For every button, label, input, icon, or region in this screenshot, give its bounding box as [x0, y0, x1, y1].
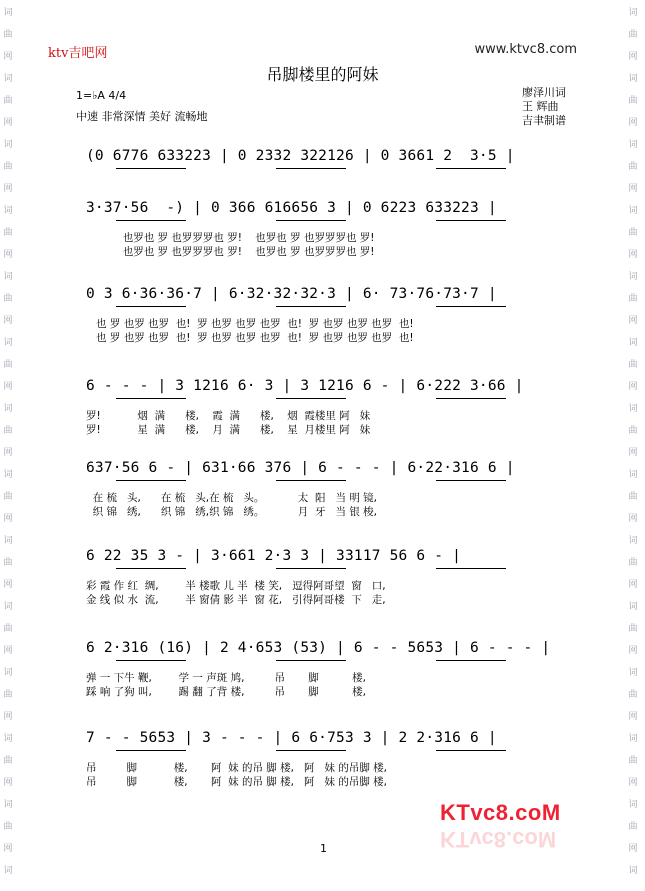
watermark-char: 词: [628, 866, 638, 876]
tempo-marking: 中速 非常深情 美好 流畅地: [76, 110, 208, 123]
watermark-char: 曲: [3, 162, 13, 172]
watermark-char: 词: [628, 668, 638, 678]
beam-line: [116, 306, 186, 307]
watermark-char: 网: [3, 514, 13, 524]
left-watermark-strip: [0, 0, 20, 891]
watermark-char: 曲: [3, 30, 13, 40]
watermark-char: 词: [3, 734, 13, 744]
beam-line: [116, 398, 186, 399]
beam-line: [436, 660, 506, 661]
watermark-char: 网: [3, 448, 13, 458]
watermark-char: 词: [3, 470, 13, 480]
watermark-char: 词: [628, 404, 638, 414]
watermark-char: 词: [3, 272, 13, 282]
watermark-char: 网: [3, 580, 13, 590]
notation-line: 637·56 6 - | 631·66 376 | 6 - - - | 6·22·316 6 |: [86, 460, 515, 476]
beam-line: [276, 480, 346, 481]
watermark-char: 曲: [628, 822, 638, 832]
watermark-char: 网: [628, 778, 638, 788]
watermark-char: 词: [628, 8, 638, 18]
watermark-char: 网: [628, 844, 638, 854]
watermark-char: 网: [3, 382, 13, 392]
watermark-char: 曲: [628, 96, 638, 106]
watermark-char: 网: [628, 646, 638, 656]
beam-line: [276, 750, 346, 751]
beam-line: [276, 568, 346, 569]
watermark-char: 曲: [3, 756, 13, 766]
notation-line: 6 - - - | 3 1216 6· 3 | 3 1216 6 - | 6·222 3·66 |: [86, 378, 524, 394]
watermark-char: 词: [628, 206, 638, 216]
beam-line: [116, 660, 186, 661]
watermark-char: 词: [628, 602, 638, 612]
watermark-char: 网: [628, 712, 638, 722]
beam-line: [436, 480, 506, 481]
watermark-char: 词: [3, 536, 13, 546]
watermark-char: 词: [628, 470, 638, 480]
beam-line: [276, 660, 346, 661]
lyric-verse-1: 也 罗 也罗 也罗 也! 罗 也罗 也罗 也罗 也! 罗 也罗 也罗 也罗 也!: [86, 318, 414, 330]
watermark-char: 曲: [628, 558, 638, 568]
watermark-char: 曲: [628, 228, 638, 238]
lyric-verse-1: 弹 一 下牛 鞭, 学 一 声斑 鸠, 吊 脚 楼,: [86, 672, 367, 684]
beam-line: [436, 568, 506, 569]
watermark-char: 网: [628, 250, 638, 260]
watermark-char: 词: [628, 74, 638, 84]
beam-line: [116, 568, 186, 569]
watermark-char: 曲: [628, 162, 638, 172]
watermark-char: 曲: [3, 690, 13, 700]
watermark-char: 词: [3, 866, 13, 876]
watermark-char: 网: [628, 184, 638, 194]
watermark-char: 网: [3, 778, 13, 788]
watermark-char: 词: [3, 206, 13, 216]
watermark-char: 网: [3, 250, 13, 260]
composer-credit: 王 辉曲: [522, 100, 559, 113]
key-signature: 1=♭A 4/4: [76, 89, 127, 102]
watermark-char: 词: [628, 800, 638, 810]
ktvc8-logo[interactable]: KTvc8.coM: [440, 800, 561, 825]
beam-line: [276, 306, 346, 307]
lyric-verse-1: 彩 霞 作 红 绸, 半 楼歌 儿 半 楼 笑, 逗得阿哥望 窗 口,: [86, 580, 386, 592]
watermark-char: 词: [628, 536, 638, 546]
watermark-char: 曲: [628, 360, 638, 370]
watermark-char: 网: [3, 316, 13, 326]
right-watermark-strip: [625, 0, 645, 891]
lyric-verse-2: 罗! 星 满 楼, 月 满 楼, 星 月楼里 阿 妹: [86, 424, 371, 436]
watermark-char: 词: [3, 140, 13, 150]
lyric-verse-2: 也 罗 也罗 也罗 也! 罗 也罗 也罗 也罗 也! 罗 也罗 也罗 也罗 也!: [86, 332, 414, 344]
watermark-char: 网: [3, 184, 13, 194]
notation-line: 6 22 35 3 - | 3·661 2·3 3 | 33117 56 6 - |: [86, 548, 462, 564]
beam-line: [276, 398, 346, 399]
watermark-char: 网: [628, 52, 638, 62]
watermark-char: 曲: [628, 492, 638, 502]
beam-line: [116, 220, 186, 221]
beam-line: [436, 750, 506, 751]
lyric-verse-1: 也罗也 罗 也罗罗罗也 罗! 也罗也 罗 也罗罗罗也 罗!: [86, 232, 375, 244]
watermark-char: 网: [3, 118, 13, 128]
lyric-verse-2: 踩 响 了狗 叫, 踢 翻 了背 楼, 吊 脚 楼,: [86, 686, 367, 698]
lyric-verse-2: 金 线 似 水 流, 半 窗倩 影 半 窗 花, 引得阿哥楼 下 走,: [86, 594, 386, 606]
engraver-credit: 吉聿制谱: [522, 114, 566, 127]
lyric-verse-1: 在 梳 头, 在 梳 头,在 梳 头。 太 阳 当 明 镜,: [86, 492, 378, 504]
notation-line: 0 3 6·36·36·7 | 6·32·32·32·3 | 6· 73·76·73·7 |: [86, 286, 497, 302]
watermark-char: 网: [628, 514, 638, 524]
watermark-char: 词: [3, 602, 13, 612]
watermark-char: 词: [628, 734, 638, 744]
watermark-char: 曲: [3, 294, 13, 304]
watermark-char: 网: [3, 646, 13, 656]
watermark-char: 网: [3, 52, 13, 62]
watermark-char: 曲: [628, 624, 638, 634]
watermark-char: 曲: [3, 492, 13, 502]
watermark-char: 词: [628, 272, 638, 282]
watermark-char: 词: [628, 338, 638, 348]
beam-line: [116, 480, 186, 481]
watermark-char: 曲: [628, 756, 638, 766]
watermark-char: 曲: [628, 294, 638, 304]
beam-line: [116, 168, 186, 169]
notation-line: 7 - - 5653 | 3 - - - | 6 6·753 3 | 2 2·316 6 |: [86, 730, 497, 746]
logo-reflection: KTvc8.coM: [440, 827, 557, 852]
watermark-char: 曲: [628, 30, 638, 40]
watermark-char: 曲: [3, 360, 13, 370]
watermark-char: 词: [3, 668, 13, 678]
watermark-char: 曲: [3, 822, 13, 832]
song-title: 吊脚楼里的阿妹: [266, 65, 379, 84]
watermark-char: 曲: [3, 426, 13, 436]
notation-line: (0 6776 633223 | 0 2332 322126 | 0 3661 2 3·5 |: [86, 148, 515, 164]
watermark-char: 曲: [3, 96, 13, 106]
lyricist-credit: 廖泽川词: [522, 86, 566, 99]
notation-line: 3·37·56 -) | 0 366 616656 3 | 0 6223 633223 |: [86, 200, 497, 216]
beam-line: [436, 220, 506, 221]
watermark-char: 词: [3, 8, 13, 18]
beam-line: [276, 220, 346, 221]
watermark-char: 曲: [628, 426, 638, 436]
lyric-verse-2: 织 锦 绣, 织 锦 绣,织 锦 绣。 月 牙 当 银 梭,: [86, 506, 378, 518]
watermark-char: 词: [628, 140, 638, 150]
watermark-char: 词: [3, 338, 13, 348]
credits-block: [522, 86, 566, 128]
watermark-char: 网: [628, 448, 638, 458]
watermark-char: 词: [3, 800, 13, 810]
beam-line: [116, 750, 186, 751]
watermark-char: 词: [3, 404, 13, 414]
beam-line: [436, 306, 506, 307]
lyric-verse-1: 罗! 烟 满 楼, 霞 满 楼, 烟 霞楼里 阿 妹: [86, 410, 371, 422]
watermark-char: 曲: [3, 558, 13, 568]
lyric-verse-1: 吊 脚 楼, 阿 妹 的吊 脚 楼, 阿 妹 的吊脚 楼,: [86, 762, 388, 774]
watermark-char: 网: [3, 712, 13, 722]
site-url-right[interactable]: www.ktvc8.com: [474, 42, 577, 57]
notation-line: 6 2·316 (16) | 2 4·653 (53) | 6 - - 5653 | 6 - - - |: [86, 640, 551, 656]
watermark-char: 曲: [628, 690, 638, 700]
beam-line: [436, 398, 506, 399]
beam-line: [276, 168, 346, 169]
page-number: 1: [320, 842, 327, 855]
watermark-char: 曲: [3, 228, 13, 238]
watermark-char: 词: [3, 74, 13, 84]
watermark-char: 网: [628, 580, 638, 590]
watermark-char: 网: [3, 844, 13, 854]
beam-line: [436, 168, 506, 169]
site-name-left[interactable]: ktv吉吧网: [48, 46, 108, 61]
watermark-char: 网: [628, 382, 638, 392]
watermark-char: 网: [628, 316, 638, 326]
lyric-verse-2: 也罗也 罗 也罗罗罗也 罗! 也罗也 罗 也罗罗罗也 罗!: [86, 246, 375, 258]
watermark-char: 网: [628, 118, 638, 128]
watermark-char: 曲: [3, 624, 13, 634]
lyric-verse-2: 吊 脚 楼, 阿 妹 的吊 脚 楼, 阿 妹 的吊脚 楼,: [86, 776, 388, 788]
